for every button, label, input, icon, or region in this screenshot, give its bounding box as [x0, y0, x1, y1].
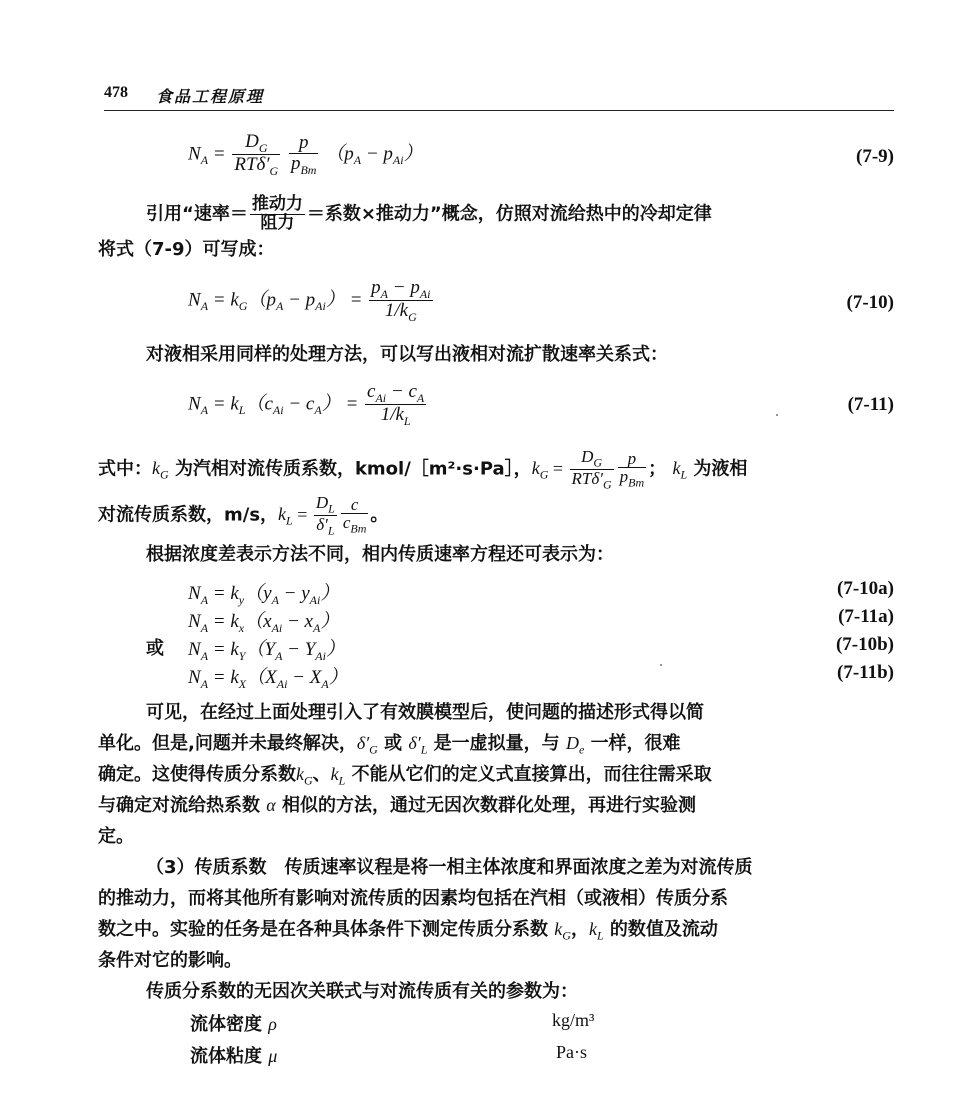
equation-number: (7-11): [847, 394, 894, 415]
paragraph-line: 将式（7-9）可写成：: [98, 239, 275, 260]
paragraph-line: 的推动力，而将其他所有影响对流传质的因素均包括在汽相（或液相）传质分系: [98, 888, 728, 909]
scan-speck: [660, 664, 662, 666]
paragraph-line: 定。: [98, 826, 134, 847]
equation-number: (7-9): [856, 146, 894, 167]
paragraph-line: （3）传质系数 传质速率议程是将一相主体浓度和界面浓度之差为对流传质: [146, 857, 753, 878]
equation-number: (7-10b): [835, 634, 894, 655]
paragraph-line: 可见，在经过上面处理引入了有效膜模型后，使问题的描述形式得以简: [146, 702, 704, 723]
paragraph-line: 条件对它的影响。: [98, 950, 242, 971]
paragraph-line: 数之中。实验的任务是在各种具体条件下测定传质分系数 $k_G$，$k_L$ 的数值及流动: [98, 919, 718, 943]
param-row: 流体密度 ρ: [190, 1014, 277, 1035]
equation-number: (7-11a): [838, 606, 894, 627]
equation-7-11: $N_A = k_L(c_{Ai} - c_A)$ = $\frac{c_{Ai} - c_A}{1/k_L}$: [188, 381, 425, 429]
book-title: 食品工程原理: [156, 87, 265, 106]
paragraph-line: 根据浓度差表示方法不同，相内传质速率方程还可表示为：: [146, 544, 614, 565]
running-header: [104, 84, 894, 111]
equation-number: (7-10a): [837, 578, 894, 599]
paragraph-line: 式中：$k_G$ 为汽相对流传质系数，kmol/［m²·s·Pa］，$k_G$ = $\frac{D_G}{RT\delta'_G}$ $\frac{p}{p_{Bm}}$ ； $k_L$ 为液相: [98, 447, 748, 492]
paragraph-line: 对液相采用同样的处理方法，可以写出液相对流扩散速率关系式：: [146, 344, 668, 365]
paragraph-line: 传质分系数的无因次关联式与对流传质有关的参数为：: [146, 981, 578, 1002]
equation-7-9: $N_A$ = $\frac{D_G}{RT\delta'_G}$ $\frac{p}{p_{Bm}}$ $(p_A - p_{Ai})$: [188, 131, 423, 179]
paragraph-line: 与确定对流给热系数 α 相似的方法，通过无因次数群化处理，再进行实验测: [98, 795, 697, 816]
equation-number: (7-11b): [837, 662, 894, 683]
param-unit: Pa·s: [556, 1042, 587, 1062]
equation-7-10: $N_A = k_G(p_A - p_{Ai})$ = $\frac{p_A - p_{Ai}}{1/k_G}$: [188, 277, 431, 325]
equation-7-11a: $N_A = k_x(x_{Ai} - x_A)$: [188, 611, 340, 635]
param-unit: kg/m³: [552, 1010, 595, 1030]
equation-number: (7-10): [846, 292, 894, 313]
or-label: 或: [146, 638, 164, 659]
page-number: 478: [104, 84, 128, 101]
param-row: 流体粘度 μ: [190, 1046, 278, 1067]
scan-speck: [776, 414, 778, 416]
equation-7-10a: $N_A = k_y(y_A - y_{Ai})$: [188, 583, 340, 607]
paragraph-line: 引用“速率＝ $\frac{\text{推动力}}{\text{阻力}}$ ＝系数×推动力”概念，仿照对流给热中的冷却定律: [146, 194, 712, 233]
equation-7-11b: $N_A = k_X(X_{Ai} - X_A)$: [188, 667, 348, 691]
paragraph-line: 单化。但是,问题并未最终解决，$\delta'_G$ 或 $\delta'_L$ 是一虚拟量，与 $D_e$ 一样，很难: [98, 733, 681, 757]
paragraph-line: 对流传质系数，m/s，$k_L$ = $\frac{D_L}{\delta'_L}$ $\frac{c}{c_{Bm}}$ 。: [98, 493, 389, 538]
equation-7-10b: $N_A = k_Y(Y_A - Y_{Ai})$: [188, 639, 345, 663]
paragraph-line: 确定。这使得传质分系数$k_G$、$k_L$ 不能从它们的定义式直接算出，而往往需采取: [98, 764, 712, 788]
